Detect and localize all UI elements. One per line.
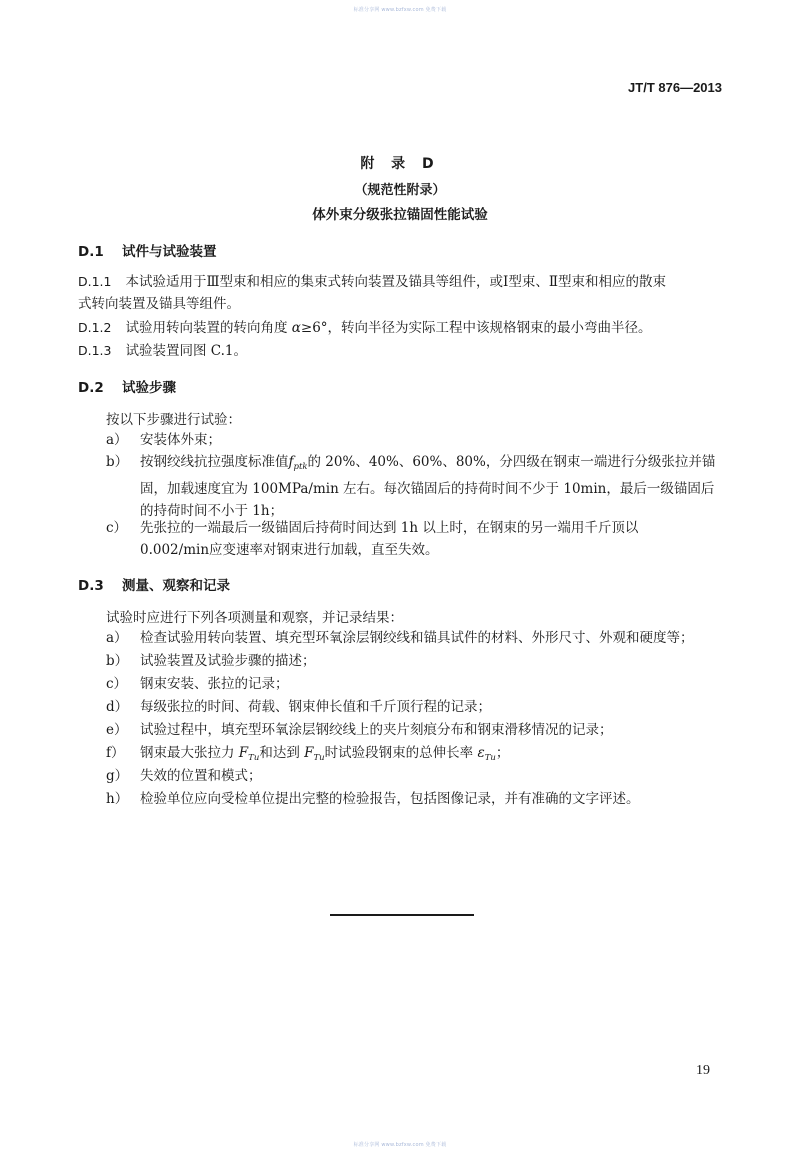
list-item xyxy=(106,451,726,522)
standard-code: JT/T 876—2013 xyxy=(628,80,722,95)
text-run: 和达到 xyxy=(259,745,305,761)
subscript: ptk xyxy=(293,462,308,472)
list-marker: b） xyxy=(106,653,129,669)
clause-text-continued: 式转向装置及锚具等组件。 xyxy=(78,296,240,312)
epsilon-symbol: ε xyxy=(477,745,485,761)
text-run: 的持荷时间不小于 1h； xyxy=(140,503,284,519)
list-item xyxy=(106,673,726,695)
clause-text: 本试验适用于Ⅲ型束和相应的集束式转向装置及锚具等组件，或Ⅰ型束、Ⅱ型束和相应的散束 xyxy=(125,274,667,290)
text-run: 按钢绞线抗拉强度标准值 xyxy=(140,454,289,470)
text-run: 固，加载速度宜为 100MPa/min 左右。每次锚固后的持荷时间不少于 10min，最后一级锚固后 xyxy=(140,481,715,497)
list-text: 试验过程中，填充型环氧涂层钢绞线上的夹片刻痕分布和钢束滑移情况的记录； xyxy=(140,722,613,738)
watermark-bottom: 标准分享网 www.bzfxw.com 免费下载 xyxy=(353,1142,447,1148)
list-marker: c） xyxy=(106,520,128,536)
section-d1-heading xyxy=(78,240,217,260)
list-marker: d） xyxy=(106,699,129,715)
text-run: 钢束最大张拉力 xyxy=(140,745,239,761)
list-item xyxy=(106,696,726,718)
appendix-subtitle: 体外束分级张拉锚固性能试验 xyxy=(312,207,488,223)
list-text xyxy=(140,517,726,561)
watermark-top: 标准分享网 www.bzfxw.com 免费下载 xyxy=(353,7,447,13)
text-run: 先张拉的一端最后一级锚固后持荷时间达到 1h 以上时，在钢束的另一端用千斤顶以 xyxy=(140,520,639,536)
steps-lead: 按以下步骤进行试验： xyxy=(106,412,241,428)
clause-text: ≥6°，转向半径为实际工程中该规格钢束的最小弯曲半径。 xyxy=(300,320,652,336)
text-run: 时试验段钢束的总伸长率 xyxy=(324,745,478,761)
list-item xyxy=(106,719,726,741)
clause-d1-3 xyxy=(78,340,726,362)
list-item xyxy=(106,429,726,451)
list-text: 钢束安装、张拉的记录； xyxy=(140,676,289,692)
list-marker: f） xyxy=(106,745,125,761)
text-run: ； xyxy=(495,745,510,761)
clause-number: D.1.1 xyxy=(78,274,112,289)
clause-text: 试验用转向装置的转向角度 xyxy=(125,320,292,336)
section-title: 试件与试验装置 xyxy=(122,244,217,260)
section-number: D.2 xyxy=(78,380,104,396)
clause-number: D.1.2 xyxy=(78,320,112,335)
list-item xyxy=(106,650,726,672)
text-run: 0.002/min应变速率对钢束进行加载，直至失效。 xyxy=(140,542,439,558)
subscript: Tu xyxy=(313,753,325,763)
end-rule xyxy=(330,914,474,916)
list-marker: c） xyxy=(106,676,128,692)
list-marker: a） xyxy=(106,432,128,448)
clause-d1-2 xyxy=(78,317,726,339)
f-symbol: F xyxy=(238,745,249,761)
clause-d1-1 xyxy=(78,271,726,315)
list-item xyxy=(106,765,726,787)
subscript: Tu xyxy=(484,753,496,763)
section-title: 测量、观察和记录 xyxy=(122,578,230,594)
list-marker: a） xyxy=(106,630,128,646)
alpha-symbol: α xyxy=(291,320,301,336)
list-marker: h） xyxy=(106,791,129,807)
f-symbol: F xyxy=(304,745,314,761)
record-lead: 试验时应进行下列各项测量和观察，并记录结果： xyxy=(106,610,403,626)
section-d3-heading xyxy=(78,574,230,594)
list-text: 每级张拉的时间、荷载、钢束伸长值和千斤顶行程的记录； xyxy=(140,699,491,715)
appendix-nature: （规范性附录） xyxy=(354,183,446,198)
list-text: 安装体外束； xyxy=(140,432,221,448)
list-text: 试验装置及试验步骤的描述； xyxy=(140,653,316,669)
clause-number: D.1.3 xyxy=(78,343,112,358)
list-item xyxy=(106,517,726,561)
list-item xyxy=(106,627,726,649)
list-marker: e） xyxy=(106,722,128,738)
list-text: 检验单位应向受检单位提出完整的检验报告，包括图像记录，并有准确的文字评述。 xyxy=(140,791,640,807)
f-symbol: f xyxy=(288,454,294,470)
clause-text: 试验装置同图 C.1。 xyxy=(125,343,248,359)
section-number: D.1 xyxy=(78,244,104,260)
list-text: 检查试验用转向装置、填充型环氧涂层钢绞线和锚具试件的材料、外形尺寸、外观和硬度等； xyxy=(140,630,694,646)
section-number: D.3 xyxy=(78,578,104,594)
text-run: 的 20%、40%、60%、80%，分四级在钢束一端进行分级张拉并锚 xyxy=(307,454,716,470)
section-d2-heading xyxy=(78,376,176,396)
list-text: 失效的位置和模式； xyxy=(140,768,262,784)
section-title: 试验步骤 xyxy=(122,380,176,396)
list-text xyxy=(140,451,726,522)
list-marker: g） xyxy=(106,768,129,784)
subscript: Tu xyxy=(248,753,260,763)
list-item xyxy=(106,788,726,810)
appendix-title: 附 录 D xyxy=(360,156,440,172)
page-number: 19 xyxy=(696,1063,710,1078)
list-marker: b） xyxy=(106,454,129,470)
